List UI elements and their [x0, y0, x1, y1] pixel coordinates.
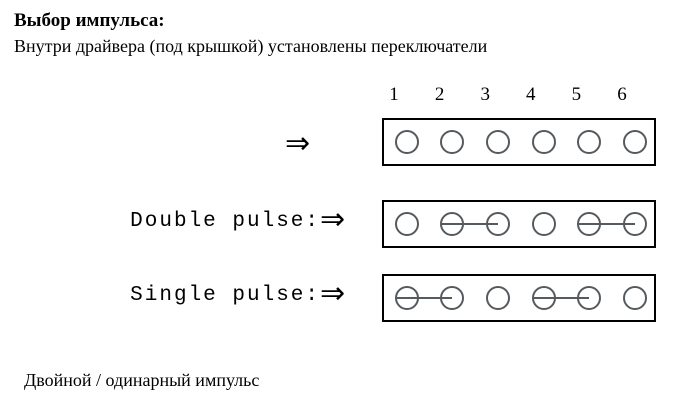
column-label-4: 4 [526, 84, 536, 105]
switch-circle-icon[interactable] [623, 286, 647, 310]
switch-cell-1[interactable] [384, 120, 430, 164]
switch-circle-icon[interactable] [577, 130, 601, 154]
switch-block-row-1[interactable] [382, 118, 656, 166]
column-number-labels [382, 84, 658, 108]
arrow-row-3: ⇒ [320, 276, 346, 311]
switch-cell-3[interactable] [475, 120, 521, 164]
switch-cell-6[interactable] [612, 276, 658, 320]
column-label-6: 6 [617, 84, 627, 105]
switch-block-row-3[interactable] [382, 274, 656, 322]
switch-link-4-5 [532, 297, 589, 299]
column-label-1: 1 [389, 84, 399, 105]
arrow-row-2: ⇒ [320, 202, 346, 237]
switch-cell-6[interactable] [612, 120, 658, 164]
switch-circle-icon[interactable] [532, 212, 556, 236]
switch-cell-1[interactable] [384, 202, 430, 246]
switch-cell-4[interactable] [521, 202, 567, 246]
switch-block-row-2[interactable] [382, 200, 656, 248]
page-title: Выбор импульса: [14, 10, 165, 31]
switch-circle-icon[interactable] [395, 130, 419, 154]
switch-cell-4[interactable] [521, 120, 567, 164]
column-label-5: 5 [571, 84, 582, 105]
row-label-single-pulse: Single pulse: [130, 284, 320, 307]
switch-link-1-2 [395, 297, 452, 299]
switch-link-5-6 [578, 223, 635, 225]
switch-cell-5[interactable] [566, 120, 612, 164]
arrow-row-1: ⇒ [285, 126, 311, 161]
switch-circle-icon[interactable] [532, 130, 556, 154]
switch-cell-2[interactable] [430, 120, 476, 164]
column-label-3: 3 [480, 84, 490, 105]
footnote-text: Двойной / одинарный импульс [24, 370, 260, 390]
switch-circle-icon[interactable] [440, 130, 464, 154]
row-label-double-pulse: Double pulse: [130, 210, 320, 233]
page-subtitle: Внутри драйвера (под крышкой) установлены переключатели [14, 36, 488, 56]
switch-cell-3[interactable] [475, 276, 521, 320]
switch-circle-icon[interactable] [486, 286, 510, 310]
switch-circle-icon[interactable] [623, 130, 647, 154]
switch-link-2-3 [441, 223, 498, 225]
switch-circle-icon[interactable] [395, 212, 419, 236]
switch-circle-icon[interactable] [486, 130, 510, 154]
column-label-2: 2 [434, 84, 445, 105]
